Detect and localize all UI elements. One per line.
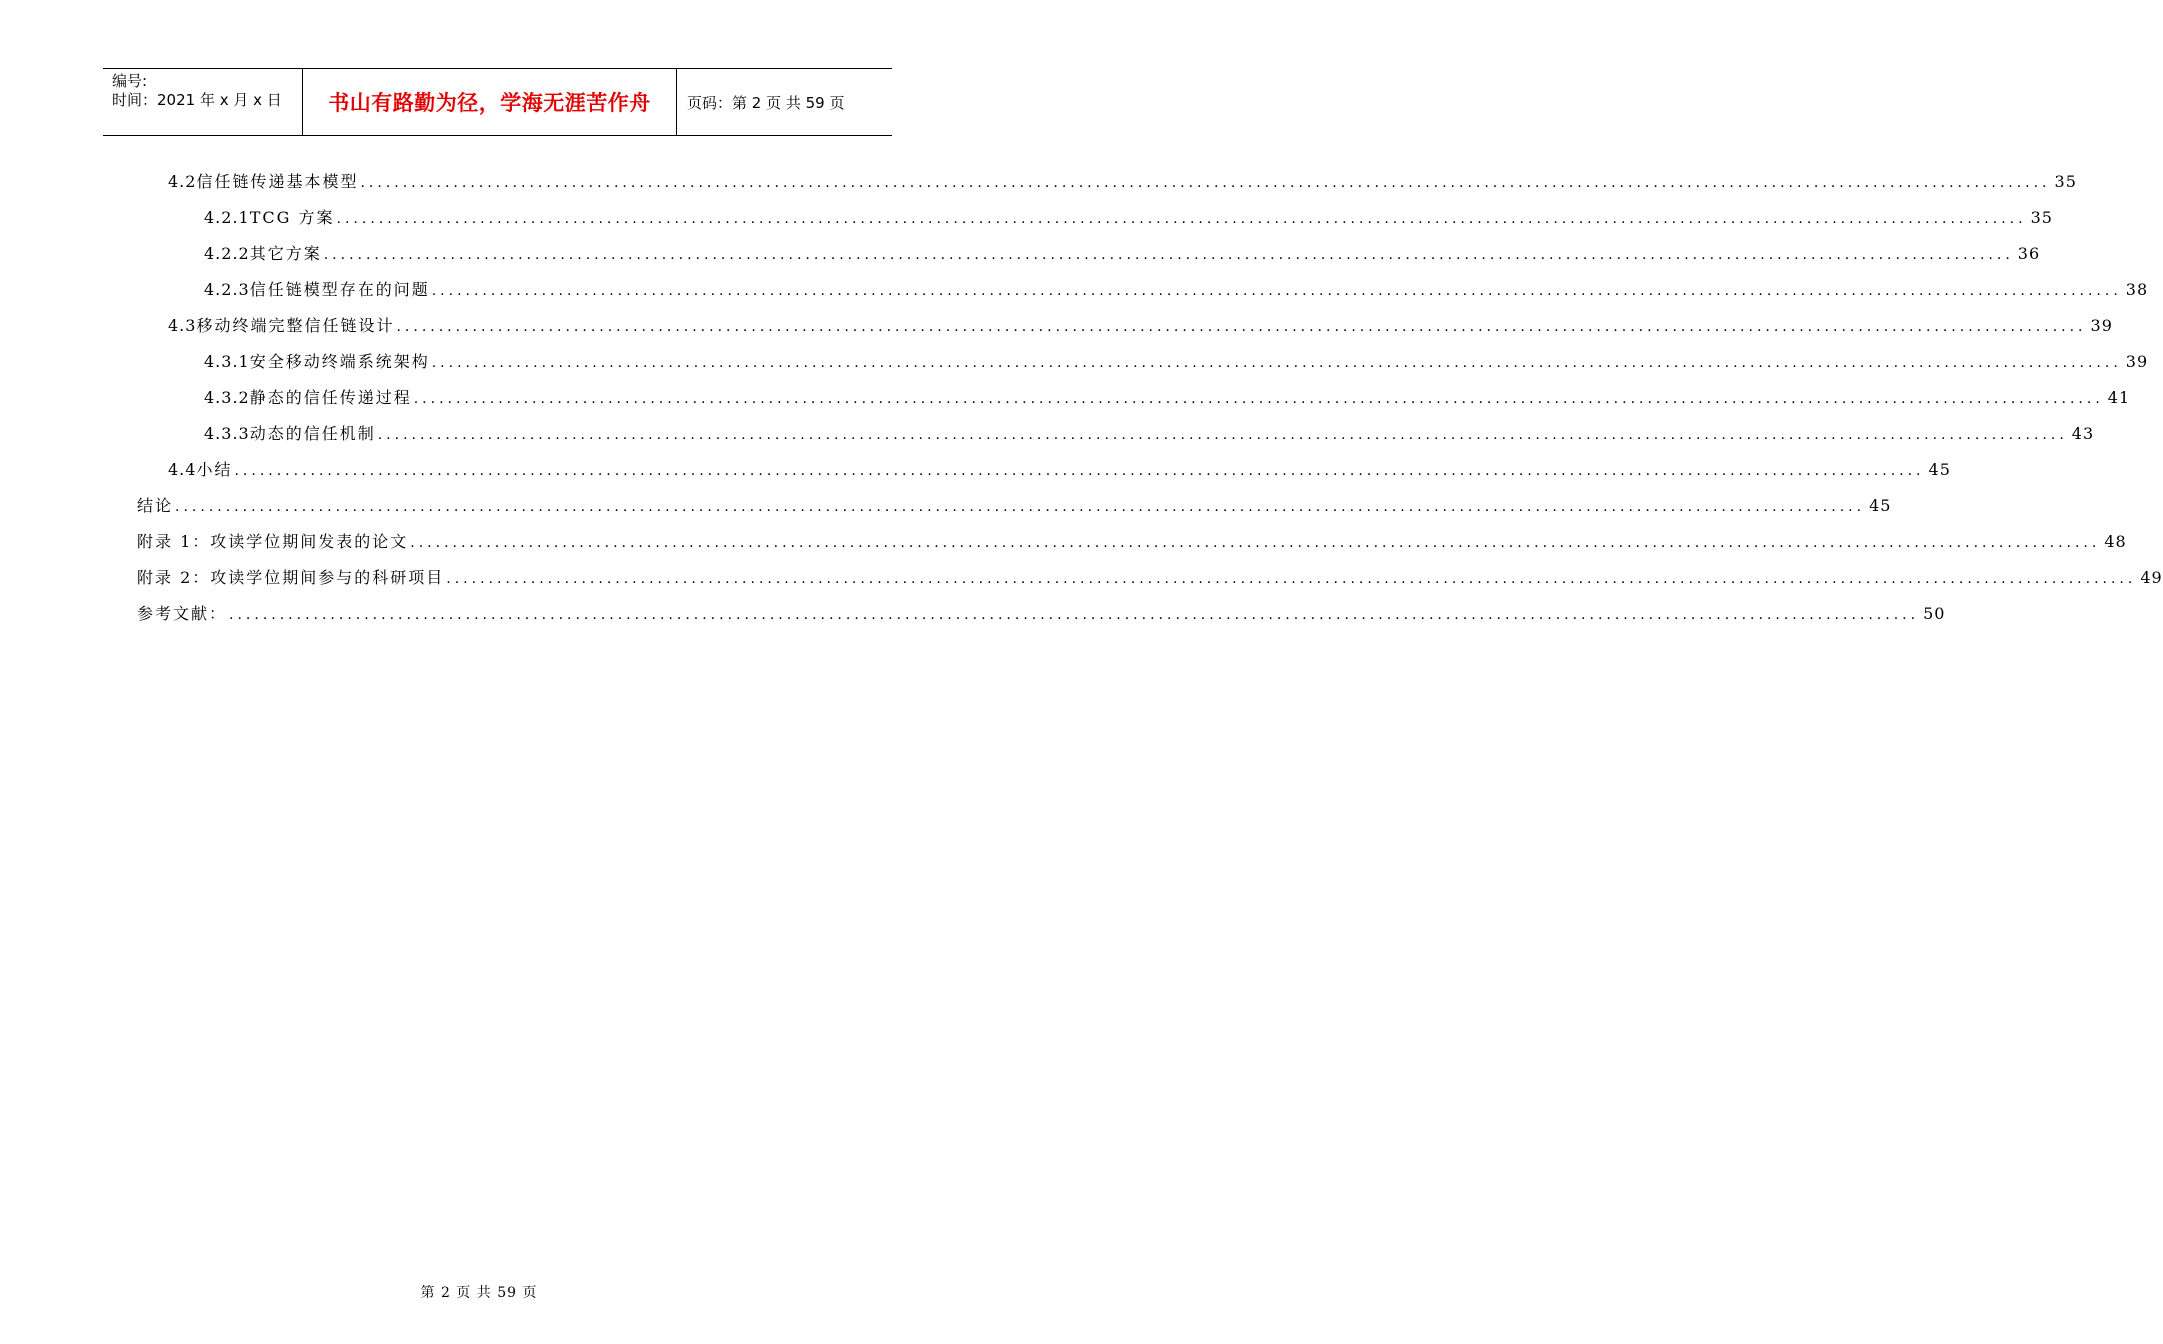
toc-dot-leader: ........................................................................................................................................................................................................ [336,211,2027,227]
toc-entry-number: 4.3.1 [204,352,250,371]
toc-entry-title: 小结 [196,460,233,479]
toc-entry-title: 移动终端完整信任链设计 [196,316,395,335]
toc-entry-page: 50 [1923,604,1946,623]
toc-entry-number: 4.3 [168,316,197,335]
toc-dot-leader: ........................................................................................................................................................................................................ [234,463,1925,479]
toc-entry-title: 信任链传递基本模型 [196,172,359,191]
toc-entry-page: 39 [2125,352,2149,371]
toc-dot-leader: ........................................................................................................................................................................................................ [396,319,2087,335]
toc-entry-page: 45 [1869,496,1892,515]
toc-dot-leader: ........................................................................................................................................................................................................ [323,247,2014,263]
toc-dot-leader: ........................................................................................................................................................................................................ [431,355,2122,371]
toc-entry-page: 38 [2125,280,2149,299]
toc-dot-leader: ........................................................................................................................................................................................................ [446,571,2137,587]
toc-entry[interactable] [137,528,2127,556]
toc-entry-page: 43 [2071,424,2095,443]
toc-entry-title: 安全移动终端系统架构 [249,352,430,371]
header-time-label: 时间：2021 年 x 月 x 日 [112,91,282,109]
toc-entry-page: 35 [2054,172,2077,191]
toc-entry-page: 39 [2090,316,2113,335]
header-number-label: 编号: [112,72,148,90]
toc-entry-number: 4.2.3 [204,280,250,299]
toc-entry[interactable] [204,240,2041,268]
toc-entry-title: 信任链模型存在的问题 [249,280,430,299]
toc-entry-title: 参考文献： [137,604,228,623]
toc-dot-leader: ........................................................................................................................................................................................................ [377,427,2068,443]
toc-entry[interactable] [168,168,2077,196]
toc-entry-title: 动态的信任机制 [249,424,376,443]
toc-dot-leader: ........................................................................................................................................................................................................ [413,391,2104,407]
toc-entry-title: 附录 2：攻读学位期间参与的科研项目 [137,568,445,587]
toc-entry-number: 4.2 [168,172,197,191]
toc-entry-number: 4.4 [168,460,197,479]
toc-entry-page: 41 [2107,388,2131,407]
toc-entry[interactable] [204,384,2131,412]
toc-entry-title: TCG 方案 [249,208,335,227]
toc-entry[interactable] [137,600,1946,628]
toc-entry[interactable] [137,564,2163,592]
toc-dot-leader: ........................................................................................................................................................................................................ [360,175,2051,191]
toc-entry-page: 35 [2030,208,2053,227]
toc-entry[interactable] [204,204,2053,232]
header-motto: 书山有路勤为径，学海无涯苦作舟 [328,91,651,115]
toc-entry[interactable] [204,420,2095,448]
toc-dot-leader: ........................................................................................................................................................................................................ [229,607,1920,623]
toc-entry[interactable] [137,492,1892,520]
toc-entry-number: 4.3.2 [204,388,250,407]
toc-entry-number: 4.3.3 [204,424,250,443]
toc-entry-page: 36 [2017,244,2041,263]
toc-dot-leader: ........................................................................................................................................................................................................ [175,499,1866,515]
header-meta [103,69,303,135]
header-motto-cell [303,69,677,135]
toc-entry-title: 结论 [137,496,174,515]
page-header [103,68,892,136]
toc-entry-page: 45 [1928,460,1951,479]
toc-dot-leader: ........................................................................................................................................................................................................ [410,535,2101,551]
toc-entry[interactable] [204,348,2149,376]
toc-entry-number: 4.2.1 [204,208,250,227]
page-footer: 第 2 页 共 59 页 [420,1285,538,1301]
toc-entry-page: 49 [2140,568,2163,587]
toc-entry-title: 静态的信任传递过程 [249,388,412,407]
header-page-info: 页码：第 2 页 共 59 页 [687,93,845,112]
toc-entry[interactable] [204,276,2149,304]
toc-entry[interactable] [168,312,2113,340]
toc-entry-title: 其它方案 [249,244,322,263]
toc-entry[interactable] [168,456,1951,484]
header-page-cell [677,69,892,135]
toc-dot-leader: ........................................................................................................................................................................................................ [431,283,2122,299]
toc-entry-number: 4.2.2 [204,244,250,263]
toc-entry-page: 48 [2104,532,2127,551]
toc-entry-title: 附录 1：攻读学位期间发表的论文 [137,532,409,551]
